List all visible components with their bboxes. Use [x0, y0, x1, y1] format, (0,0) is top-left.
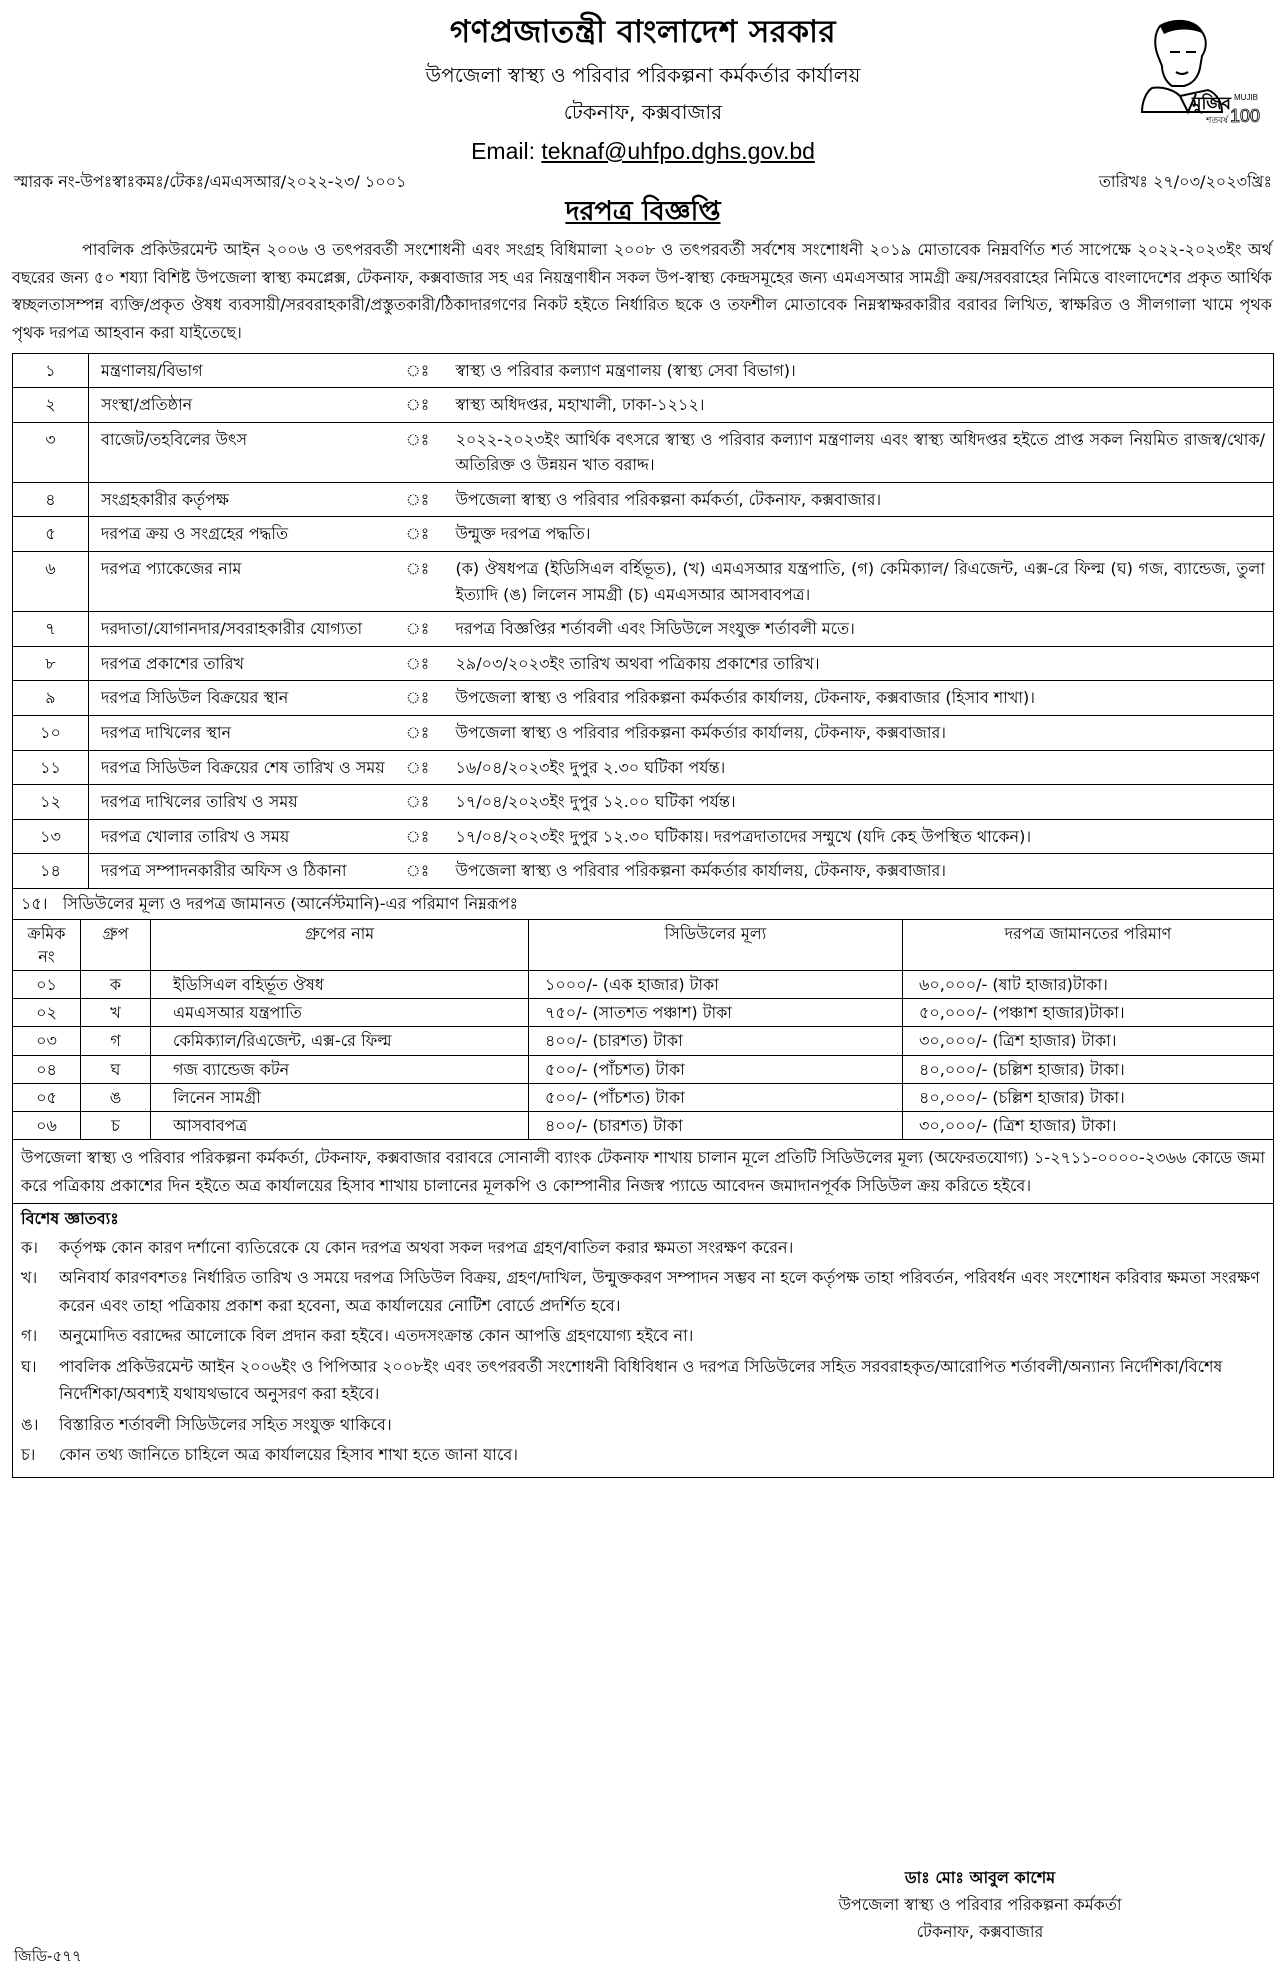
detail-label: দরপত্র ক্রয় ও সংগ্রহের পদ্ধতি — [89, 517, 394, 552]
special-note-text: অনিবার্য কারণবশতঃ নির্ধারিত তারিখ ও সময়ে দরপত্র সিডিউল বিক্রয়, গ্রহণ/দাখিল, উন্মুক্তকরণ সম্পাদন সম্ভব না হলে কর্তৃপক্ষ তাহা পরিবর্তন, পরিবর্ধন এবং সংশোধন করিবার ক্ষমতা সংরক্ষণ করেন এবং তাহা পত্রিকায় প্রকাশ করা হবেনা, অত্র কার্যালয়ের নোটিশ বোর্ডে প্রদর্শিত হবে। — [59, 1268, 1260, 1315]
fee-header-serial: ক্রমিক নং — [13, 920, 81, 971]
office-location: টেকনাফ, কক্সবাজার — [563, 99, 723, 124]
memo-number: স্মারক নং-উপঃস্বাঃকমঃ/টেকঃ/এমএসআর/২০২২-২৩/ ১০০১ — [14, 171, 407, 191]
fee-group-name: গজ ব্যান্ডেজ কটন — [151, 1055, 529, 1083]
notice-title — [12, 194, 1274, 230]
special-note-item — [21, 1353, 1265, 1408]
detail-value: ২০২২-২০২৩ইং আর্থিক বৎসরে স্বাস্থ্য ও পরিবার কল্যাণ মন্ত্রণালয় এবং স্বাস্থ্য অধিদপ্তর হইতে প্রাপ্ত সকল নিয়মিত রাজস্ব/থোক/ অতিরিক্ত ও উন্নয়ন খাত বরাদ্দ। — [442, 422, 1274, 482]
detail-value: ১৭/০৪/২০২৩ইং দুপুর ১২.৩০ ঘটিকায়। দরপত্রদাতাদের সম্মুখে (যদি কেহ উপস্থিত থাকেন)। — [442, 819, 1274, 854]
detail-label: দরপত্র প্রকাশের তারিখ — [89, 646, 394, 681]
detail-label: দরদাতা/যোগানদার/সবরাহকারীর যোগ্যতা — [89, 612, 394, 647]
tender-detail-row — [13, 422, 1274, 482]
fee-group-name: লিনেন সামগ্রী — [151, 1083, 529, 1111]
detail-label: দরপত্র দাখিলের স্থান — [89, 716, 394, 751]
detail-colon: ঃ — [394, 785, 442, 820]
detail-colon: ঃ — [394, 482, 442, 517]
detail-colon: ঃ — [394, 819, 442, 854]
fee-row — [13, 999, 1274, 1027]
special-note-item — [21, 1234, 1265, 1262]
fee-schedule-price: ৪০০/- (চারশত) টাকা — [529, 1027, 903, 1055]
detail-colon: ঃ — [394, 646, 442, 681]
email-label: Email: — [471, 137, 535, 164]
special-note-mark: খ। — [21, 1268, 38, 1288]
fee-serial: ০৬ — [13, 1111, 81, 1139]
fee-group: গ — [81, 1027, 151, 1055]
detail-colon: ঃ — [394, 422, 442, 482]
detail-colon: ঃ — [394, 681, 442, 716]
detail-label: দরপত্র সিডিউল বিক্রয়ের শেষ তারিখ ও সময় — [89, 750, 394, 785]
tender-detail-row — [13, 716, 1274, 751]
tender-details-table — [12, 353, 1274, 890]
detail-number: ১৩ — [13, 819, 89, 854]
tender-detail-row — [13, 750, 1274, 785]
detail-label: সংগ্রহকারীর কর্তৃপক্ষ — [89, 482, 394, 517]
detail-value: উপজেলা স্বাস্থ্য ও পরিবার পরিকল্পনা কর্মকর্তা, টেকনাফ, কক্সবাজার। — [442, 482, 1274, 517]
row-15-number: ১৫। — [21, 894, 48, 913]
letterhead — [12, 8, 1274, 191]
detail-number: ১২ — [13, 785, 89, 820]
detail-value: ১৬/০৪/২০২৩ইং দুপুর ২.৩০ ঘটিকা পর্যন্ত। — [442, 750, 1274, 785]
special-notes — [12, 1204, 1274, 1478]
fee-schedule-price: ৫০০/- (পাঁচশত) টাকা — [529, 1055, 903, 1083]
detail-colon: ঃ — [394, 716, 442, 751]
detail-colon: ঃ — [394, 353, 442, 388]
special-notes-list — [21, 1234, 1265, 1469]
detail-number: ৮ — [13, 646, 89, 681]
schedule-fee-heading-row — [12, 889, 1274, 920]
fee-row — [13, 1083, 1274, 1111]
payment-instructions: উপজেলা স্বাস্থ্য ও পরিবার পরিকল্পনা কর্মকর্তা, টেকনাফ, কক্সবাজার বরাবরে সোনালী ব্যাংক টেকনাফ শাখায় চালান মূলে প্রতিটি সিডিউলের মূল্য (অফেরতযোগ্য) ১-২৭১১-০০০০-২৩৬৬ কোডে জমা করে পত্রিকায় প্রকাশের দিন হইতে অত্র কার্যালয়ের হিসাব শাখায় চালানের মূলকপি ও কোম্পানীর নিজস্ব প্যাডে আবেদন জমাদানপূর্বক সিডিউল ক্রয় করিতে হইবে। — [12, 1140, 1274, 1204]
special-note-mark: ঙ। — [21, 1414, 39, 1434]
fee-security-amount: ৩০,০০০/- (ত্রিশ হাজার) টাকা। — [903, 1111, 1274, 1139]
detail-label: দরপত্র সিডিউল বিক্রয়ের স্থান — [89, 681, 394, 716]
fee-schedule-price: ৫০০/- (পাঁচশত) টাকা — [529, 1083, 903, 1111]
special-note-mark: ক। — [21, 1237, 38, 1257]
tender-detail-row — [13, 517, 1274, 552]
tender-detail-row — [13, 819, 1274, 854]
tender-detail-row — [13, 612, 1274, 647]
schedule-fee-heading — [13, 889, 1274, 919]
schedule-fee-table — [12, 920, 1274, 1141]
fee-group: ঙ — [81, 1083, 151, 1111]
tender-detail-row — [13, 482, 1274, 517]
fee-security-amount: ৬০,০০০/- (ষাট হাজার)টাকা। — [903, 970, 1274, 998]
detail-number: ১৪ — [13, 854, 89, 889]
special-note-text: অনুমোদিত বরাদ্দের আলোকে বিল প্রদান করা হইবে। এতদসংক্রান্ত কোন আপত্তি গ্রহণযোগ্য হইবে না। — [59, 1326, 694, 1346]
special-note-text: কর্তৃপক্ষ কোন কারণ দর্শানো ব্যতিরেকে যে কোন দরপত্র অথবা সকল দরপত্র গ্রহণ/বাতিল করার ক্ষমতা সংরক্ষণ করেন। — [59, 1237, 794, 1257]
detail-value: ২৯/০৩/২০২৩ইং তারিখ অথবা পত্রিকায় প্রকাশের তারিখ। — [442, 646, 1274, 681]
detail-label: সংস্থা/প্রতিষ্ঠান — [89, 388, 394, 423]
fee-row — [13, 1055, 1274, 1083]
special-note-text: বিস্তারিত শর্তাবলী সিডিউলের সহিত সংযুক্ত থাকিবে। — [59, 1414, 392, 1434]
detail-value: উপজেলা স্বাস্থ্য ও পরিবার পরিকল্পনা কর্মকর্তার কার্যালয়, টেকনাফ, কক্সবাজার। — [442, 854, 1274, 889]
fee-serial: ০৩ — [13, 1027, 81, 1055]
detail-colon: ঃ — [394, 612, 442, 647]
fee-security-amount: ৪০,০০০/- (চল্লিশ হাজার) টাকা। — [903, 1055, 1274, 1083]
tender-detail-row — [13, 552, 1274, 612]
reference-row — [12, 171, 1274, 193]
special-note-mark: গ। — [21, 1326, 38, 1346]
special-note-text: পাবলিক প্রকিউরমেন্ট আইন ২০০৬ইং ও পিপিআর ২০০৮ইং এবং তৎপরবর্তী সংশোধনী বিধিবিধান ও দরপত্র সিডিউলের সহিত সরবরাহকৃত/আরোপিত শর্তাবলী/অন্যান্য নির্দেশিকা/বিশেষ নির্দেশিকা/অবশ্যই যথাযথভাবে অনুসরণ করা হইবে। — [59, 1356, 1223, 1404]
detail-label: দরপত্র প্যাকেজের নাম — [89, 552, 394, 612]
special-note-item — [21, 1411, 1265, 1439]
gd-number: জিডি-৫৭৭ — [14, 1947, 82, 1965]
fee-group-name: কেমিক্যাল/রিএজেন্ট, এক্স-রে ফিল্ম — [151, 1027, 529, 1055]
fee-serial: ০৫ — [13, 1083, 81, 1111]
detail-number: ৫ — [13, 517, 89, 552]
fee-serial: ০১ — [13, 970, 81, 998]
fee-group-name: আসবাবপত্র — [151, 1111, 529, 1139]
special-note-item — [21, 1322, 1265, 1350]
fee-schedule-price: ৭৫০/- (সাতশত পঞ্চাশ) টাকা — [529, 999, 903, 1027]
detail-number: ১০ — [13, 716, 89, 751]
fee-serial: ০৪ — [13, 1055, 81, 1083]
signature-block — [700, 1864, 1260, 1946]
special-note-mark: চ। — [21, 1445, 36, 1465]
fee-row — [13, 970, 1274, 998]
detail-value: স্বাস্থ্য ও পরিবার কল্যাণ মন্ত্রণালয় (স্বাস্থ্য সেবা বিভাগ)। — [442, 353, 1274, 388]
detail-value: উন্মুক্ত দরপত্র পদ্ধতি। — [442, 517, 1274, 552]
tender-detail-row — [13, 681, 1274, 716]
logo-100-text: 100 — [1230, 106, 1261, 126]
tender-detail-row — [13, 353, 1274, 388]
fee-schedule-price: ৪০০/- (চারশত) টাকা — [529, 1111, 903, 1139]
fee-row — [13, 1111, 1274, 1139]
logo-shotoborsho-text: শতবর্ষ — [1206, 116, 1229, 126]
fee-security-amount: ৩০,০০০/- (ত্রিশ হাজার) টাকা। — [903, 1027, 1274, 1055]
detail-colon: ঃ — [394, 750, 442, 785]
detail-number: ৭ — [13, 612, 89, 647]
detail-colon: ঃ — [394, 552, 442, 612]
detail-label: দরপত্র সম্পাদনকারীর অফিস ও ঠিকানা — [89, 854, 394, 889]
detail-value: স্বাস্থ্য অধিদপ্তর, মহাখালী, ঢাকা-১২১২। — [442, 388, 1274, 423]
fee-group: ঘ — [81, 1055, 151, 1083]
detail-number: ৩ — [13, 422, 89, 482]
signatory-location: টেকনাফ, কক্সবাজার — [916, 1922, 1044, 1942]
detail-value: দরপত্র বিজ্ঞপ্তির শর্তাবলী এবং সিডিউলে সংযুক্ত শর্তাবলী মতে। — [442, 612, 1274, 647]
tender-detail-row — [13, 785, 1274, 820]
detail-colon: ঃ — [394, 854, 442, 889]
detail-value: উপজেলা স্বাস্থ্য ও পরিবার পরিকল্পনা কর্মকর্তার কার্যালয়, টেকনাফ, কক্সবাজার (হিসাব শাখা)। — [442, 681, 1274, 716]
detail-number: ১ — [13, 353, 89, 388]
email-line — [12, 136, 1274, 167]
special-note-item — [21, 1441, 1265, 1469]
fee-header-schedule-price: সিডিউলের মূল্য — [529, 920, 903, 971]
signatory-designation: উপজেলা স্বাস্থ্য ও পরিবার পরিকল্পনা কর্মকর্তা — [838, 1895, 1122, 1915]
detail-number: ৬ — [13, 552, 89, 612]
detail-number: ৪ — [13, 482, 89, 517]
special-notes-title: বিশেষ জ্ঞাতব্যঃ — [21, 1209, 119, 1229]
detail-label: দরপত্র খোলার তারিখ ও সময় — [89, 819, 394, 854]
detail-label: দরপত্র দাখিলের তারিখ ও সময় — [89, 785, 394, 820]
logo-mujib-bn-text: মুজিব — [1192, 94, 1231, 114]
fee-group: খ — [81, 999, 151, 1027]
tender-detail-row — [13, 388, 1274, 423]
fee-header-group: গ্রুপ — [81, 920, 151, 971]
special-note-item — [21, 1264, 1265, 1319]
logo-mujib-en-text: MUJIB — [1234, 93, 1258, 102]
detail-label: বাজেট/তহবিলের উৎস — [89, 422, 394, 482]
fee-group: চ — [81, 1111, 151, 1139]
fee-serial: ০২ — [13, 999, 81, 1027]
fee-header-security: দরপত্র জামানতের পরিমাণ — [903, 920, 1274, 971]
detail-number: ২ — [13, 388, 89, 423]
fee-header-group-name: গ্রুপের নাম — [151, 920, 529, 971]
detail-value: (ক) ঔষধপত্র (ইডিসিএল বর্হিভূত), (খ) এমএসআর যন্ত্রপাতি, (গ) কেমিক্যাল/ রিএজেন্ট, এক্স-রে ফিল্ম (ঘ) গজ, ব্যান্ডেজ, তুলা ইত্যাদি (ঙ) লিলেন সামগ্রী (চ) এমএসআর আসবাবপত্র। — [442, 552, 1274, 612]
office-name: উপজেলা স্বাস্থ্য ও পরিবার পরিকল্পনা কর্মকর্তার কার্যালয় — [425, 62, 861, 87]
mujib-100-logo — [1122, 16, 1261, 130]
intro-paragraph: পাবলিক প্রকিউরমেন্ট আইন ২০০৬ ও তৎপরবর্তী সংশোধনী এবং সংগ্রহ বিধিমালা ২০০৮ ও তৎপরবর্তী সর্বশেষ সংশোধনী ২০১৯ মোতাবেক নিম্নবর্ণিত শর্ত সাপেক্ষে ২০২২-২০২৩ইং অর্থ বছরের জন্য ৫০ শয্যা বিশিষ্ট উপজেলা স্বাস্থ্য কমপ্লেক্স, টেকনাফ, কক্সবাজার সহ এর নিয়ন্ত্রণাধীন সকল উপ-স্বাস্থ্য কেন্দ্রসমূহের জন্য এমএসআর সামগ্রী ক্রয়/সরবরাহের নিমিত্তে বাংলাদেশের প্রকৃত আর্থিক স্বচ্ছলতাসম্পন্ন ব্যক্তি/প্রকৃত ঔষধ ব্যবসায়ী/সরবরাহকারী/প্রস্তুতকারী/ঠিকাদারগণের নিকট হইতে নির্ধারিত ছকে ও তফশীল মোতাবেক নিম্নস্বাক্ষরকারীর বরাবর লিখিত, স্বাক্ষরিত ও সীলগালা খামে পৃথক পৃথক দরপত্র আহবান করা যাইতেছে। — [12, 240, 1272, 342]
detail-colon: ঃ — [394, 517, 442, 552]
email-link[interactable]: teknaf@uhfpo.dghs.gov.bd — [541, 137, 815, 164]
fee-group: ক — [81, 970, 151, 998]
fee-security-amount: ৪০,০০০/- (চল্লিশ হাজার) টাকা। — [903, 1083, 1274, 1111]
detail-colon: ঃ — [394, 388, 442, 423]
detail-number: ১১ — [13, 750, 89, 785]
detail-number: ৯ — [13, 681, 89, 716]
row-15-text: সিডিউলের মূল্য ও দরপত্র জামানত (আর্নেস্টমানি)-এর পরিমাণ নিম্নরূপঃ — [62, 894, 519, 913]
special-note-text: কোন তথ্য জানিতে চাহিলে অত্র কার্যালয়ের হিসাব শাখা হতে জানা যাবে। — [59, 1445, 518, 1465]
notice-title-text: দরপত্র বিজ্ঞপ্তি — [565, 196, 721, 227]
government-title: গণপ্রজাতন্ত্রী বাংলাদেশ সরকার — [449, 14, 837, 50]
notice-date: তারিখঃ ২৭/০৩/২০২৩খ্রিঃ — [1098, 171, 1272, 191]
fee-schedule-price: ১০০০/- (এক হাজার) টাকা — [529, 970, 903, 998]
special-note-mark: ঘ। — [21, 1356, 37, 1376]
tender-detail-row — [13, 854, 1274, 889]
fee-group-name: এমএসআর যন্ত্রপাতি — [151, 999, 529, 1027]
detail-value: ১৭/০৪/২০২৩ইং দুপুর ১২.০০ ঘটিকা পর্যন্ত। — [442, 785, 1274, 820]
fee-group-name: ইডিসিএল বহির্ভূত ঔষধ — [151, 970, 529, 998]
tender-detail-row — [13, 646, 1274, 681]
fee-security-amount: ৫০,০০০/- (পঞ্চাশ হাজার)টাকা। — [903, 999, 1274, 1027]
detail-value: উপজেলা স্বাস্থ্য ও পরিবার পরিকল্পনা কর্মকর্তার কার্যালয়, টেকনাফ, কক্সবাজার। — [442, 716, 1274, 751]
fee-row — [13, 1027, 1274, 1055]
detail-label: মন্ত্রণালয়/বিভাগ — [89, 353, 394, 388]
signatory-name: ডাঃ মোঃ আবুল কাশেম — [904, 1868, 1056, 1887]
